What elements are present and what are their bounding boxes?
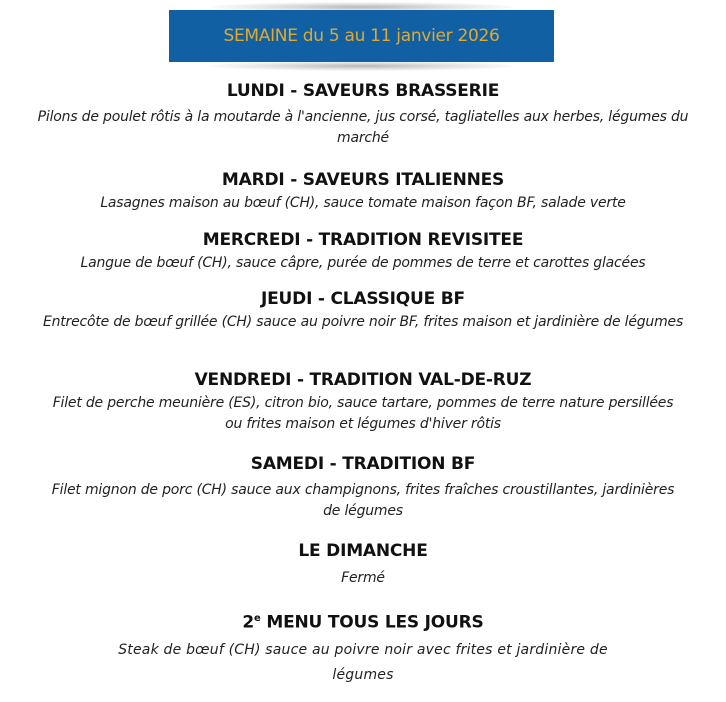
day-description: Langue de bœuf (CH), sauce câpre, purée de pommes de terre et carottes glacées bbox=[80, 255, 646, 271]
day-description: Filet de perche meunière (ES), citron bio, sauce tartare, pommes de terre nature persillées ou frites maison et légumes d'hiver rôtis bbox=[52, 395, 674, 432]
second-menu-section bbox=[0, 608, 726, 688]
day-section-mardi bbox=[0, 169, 726, 214]
day-section-dimanche bbox=[0, 540, 726, 589]
day-section-jeudi bbox=[0, 288, 726, 333]
second-menu-title bbox=[0, 608, 726, 634]
day-description: Lasagnes maison au bœuf (CH), sauce tomate maison façon BF, salade verte bbox=[100, 195, 626, 211]
day-title: SAMEDI - TRADITION BF bbox=[250, 454, 476, 474]
day-section-vendredi bbox=[0, 369, 726, 435]
second-menu-superscript: e bbox=[254, 613, 261, 624]
week-banner-title: SEMAINE du 5 au 11 janvier 2026 bbox=[169, 10, 554, 62]
week-banner bbox=[169, 10, 554, 62]
second-menu-number: 2 bbox=[242, 612, 255, 633]
day-title: MARDI - SAVEURS ITALIENNES bbox=[221, 170, 505, 190]
banner-shadow-bottom bbox=[209, 61, 514, 71]
day-description: Pilons de poulet rôtis à la moutarde à l'ancienne, jus corsé, tagliatelles aux herbes, légumes du marché bbox=[37, 109, 689, 146]
day-title: LE DIMANCHE bbox=[298, 541, 428, 561]
day-title: JEUDI - CLASSIQUE BF bbox=[261, 289, 465, 309]
second-menu-title-text: MENU TOUS LES JOURS bbox=[260, 612, 484, 633]
day-section-samedi bbox=[0, 453, 726, 522]
day-title: VENDREDI - TRADITION VAL-DE-RUZ bbox=[194, 370, 532, 390]
day-title: LUNDI - SAVEURS BRASSERIE bbox=[226, 81, 500, 101]
day-description: Entrecôte de bœuf grillée (CH) sauce au poivre noir BF, frites maison et jardinière de légumes bbox=[42, 314, 684, 330]
day-section-mercredi bbox=[0, 229, 726, 274]
day-description: Filet mignon de porc (CH) sauce aux champignons, frites fraîches croustillantes, jardinières de légumes bbox=[51, 482, 675, 519]
second-menu-description: Steak de bœuf (CH) sauce au poivre noir avec frites et jardinière de légumes bbox=[118, 641, 608, 683]
day-description: Fermé bbox=[341, 570, 385, 586]
day-section-lundi bbox=[0, 80, 726, 149]
day-title: MERCREDI - TRADITION REVISITEE bbox=[202, 230, 524, 250]
